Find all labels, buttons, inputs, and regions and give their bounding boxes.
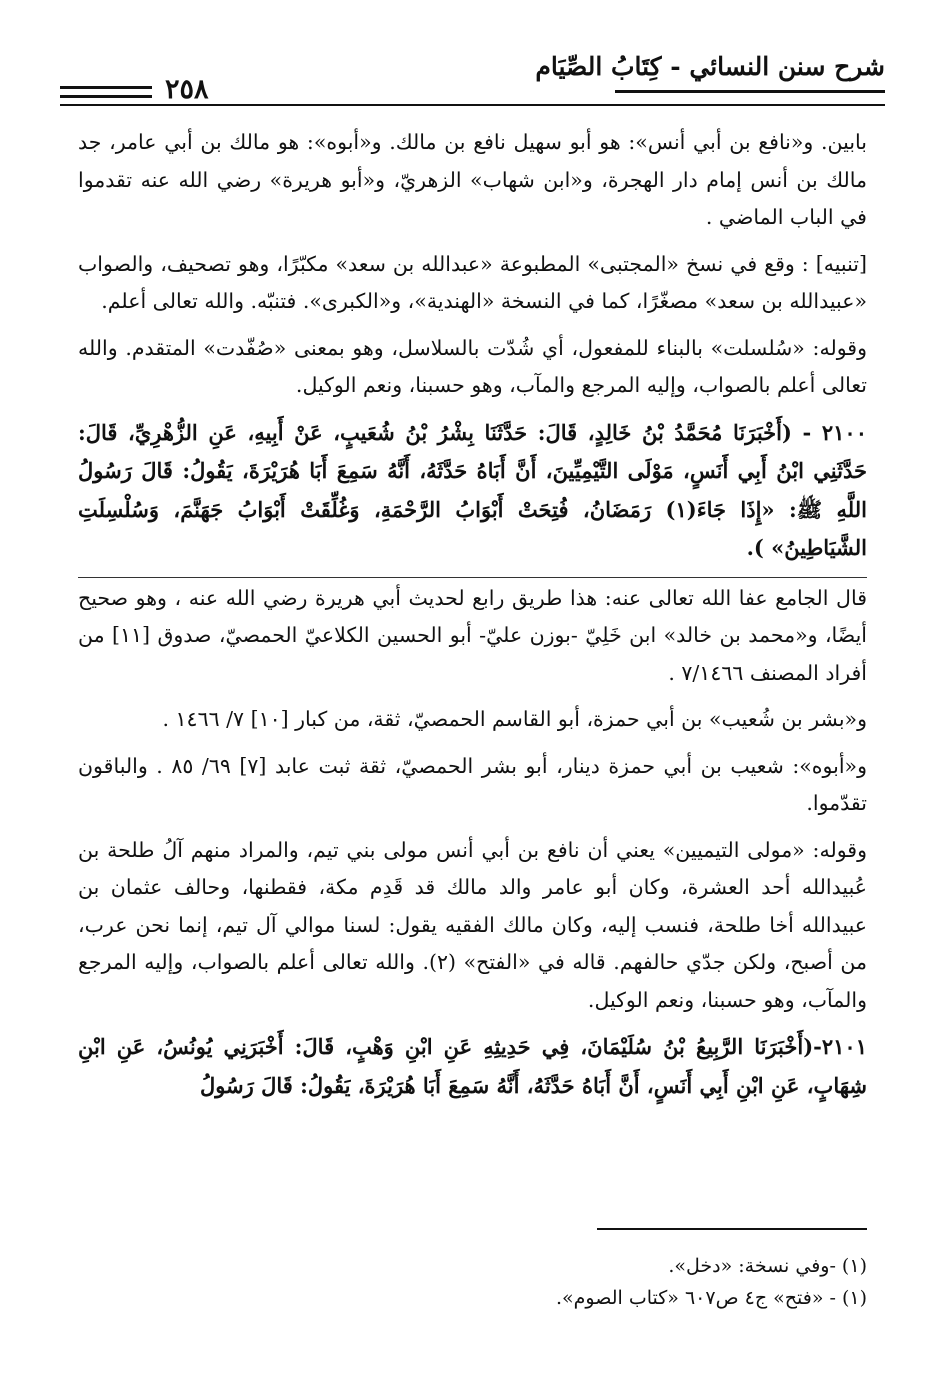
- footnotes: [78, 1228, 867, 1314]
- running-title: شرح سنن النسائي - كِتَابُ الصِّيَام: [535, 52, 885, 81]
- paragraph-jami-commentary: قال الجامع عفا الله تعالى عنه: هذا طريق رابع لحديث أبي هريرة رضي الله عنه ، وهو صحيح أيضًا، و«محمد بن خالد» ابن خَلِيّ -بوزن عليّ- أبو الحسين الكلاعيّ الحمصيّ، صدوق [١١] من أفراد المصنف ٧/١٤٦٦ .: [78, 577, 867, 693]
- hadith-2101: ٢١٠١-(أَخْبَرَنَا الرَّبِيعُ بْنُ سُلَيْمَانَ، فِي حَدِيثِهِ عَنِ ابْنِ وَهْبٍ، قَالَ: أَخْبَرَنِي يُونُسُ، عَنِ ابْنِ شِهَابٍ، عَنِ ابْنِ أَبِي أَنَسٍ، أَنَّ أَبَاهُ حَدَّثَهُ، أَنَّهُ سَمِعَ أَبَا هُرَيْرَةَ، يَقُولُ: قَالَ رَسُولُ: [78, 1034, 867, 1098]
- page-number: ٢٥٨: [165, 74, 209, 105]
- header-rule: [60, 104, 885, 106]
- paragraph-bishr: و«بشر بن شُعيب» بن أبي حمزة، أبو القاسم الحمصيّ، ثقة، من كبار [١٠] ٧/ ١٤٦٦ .: [162, 707, 867, 731]
- title-underline: [615, 90, 885, 93]
- paragraph-abuhu: و«أبوه»: شعيب بن أبي حمزة دينار، أبو بشر الحمصيّ، ثقة ثبت عابد [٧] ٦٩/ ٨٥ . والباقون تقدّموا.: [78, 753, 867, 815]
- footnote-1: (١) -وفي نسخة: «دخل».: [668, 1255, 867, 1277]
- paragraph-mawla-taymiyyin: وقوله: «مولى التيميين» يعني أن نافع بن أبي أنس مولى بني تيم، والمراد منهم آلُ طلحة بن عُبيدالله أحد العشرة، وكان أبو عامر والد مالك قد قَدِم مكة، فقطنها، وحالف عثمان بن عبيدالله أخا طلحة، فنسب إليه، وكان مالك الفقيه يقول: لسنا موالي آل تيم، إنما نحن عرب، من أصبح، ولكن جدّي حالفهم. قاله في «الفتح» (٢). والله تعالى أعلم بالصواب، وإليه المرجع والمآب، وهو حسبنا، ونعم الوكيل.: [78, 837, 868, 1012]
- paragraph-sulsilat: وقوله: «سُلسلت» بالبناء للمفعول، أي شُدّت بالسلاسل، وهو بمعنى «صُفّدت» المتقدم. والله تعالى أعلم بالصواب، وإليه المرجع والمآب، وهو حسبنا، ونعم الوكيل.: [78, 335, 867, 397]
- footnote-rule: [597, 1228, 867, 1230]
- main-text: [78, 124, 867, 1114]
- hadith-2100: ٢١٠٠ - (أَخْبَرَنَا مُحَمَّدُ بْنُ خَالِدٍ، قَالَ: حَدَّثَنَا بِشْرُ بْنُ شُعَيبٍ، عَنْ أَبِيهِ، عَنِ الزُّهْرِيِّ، قَالَ: حَدَّثَنِي ابْنُ أَبِي أَنَسٍ، مَوْلَى التَّيْمِيِّينَ، أَنَّ أَبَاهُ حَدَّثَهُ، أَنَّهُ سَمِعَ أَبَا هُرَيْرَةَ، يَقُولُ: قَالَ رَسُولُ اللَّهِ ﷺ: «إِذَا جَاءَ(١) رَمَضَانُ، فُتِحَتْ أَبْوَابُ الرَّحْمَةِ، وَغُلِّقَتْ أَبْوَابُ جَهَنَّمَ، وَسُلْسِلَتِ الشَّيَاطِينُ» ).: [78, 419, 867, 560]
- page-header: [60, 52, 885, 108]
- footnote-2: (١) - «فتح» ج٤ ص٦٠٧ «كتاب الصوم».: [556, 1287, 867, 1309]
- paragraph-note-tanbih: [تنبيه] : وقع في نسخ «المجتبى» المطبوعة «عبدالله بن سعد» مكبّرًا، وهو تصحيف، والصواب «عبيدالله بن سعد» مصغّرًا، كما في النسخة «الهندية»، و«الكبرى». فتنبّه. والله تعالى أعلم.: [78, 251, 867, 313]
- page-number-bars: [60, 86, 152, 104]
- paragraph-narrators-intro: بابين. و«نافع بن أبي أنس»: هو أبو سهيل نافع بن مالك. و«أبوه»: هو مالك بن أبي عامر، جد مالك بن أنس إمام دار الهجرة، و«ابن شهاب» الزهريّ، و«أبو هريرة» رضي الله عنه تقدموا في الباب الماضي .: [78, 130, 867, 229]
